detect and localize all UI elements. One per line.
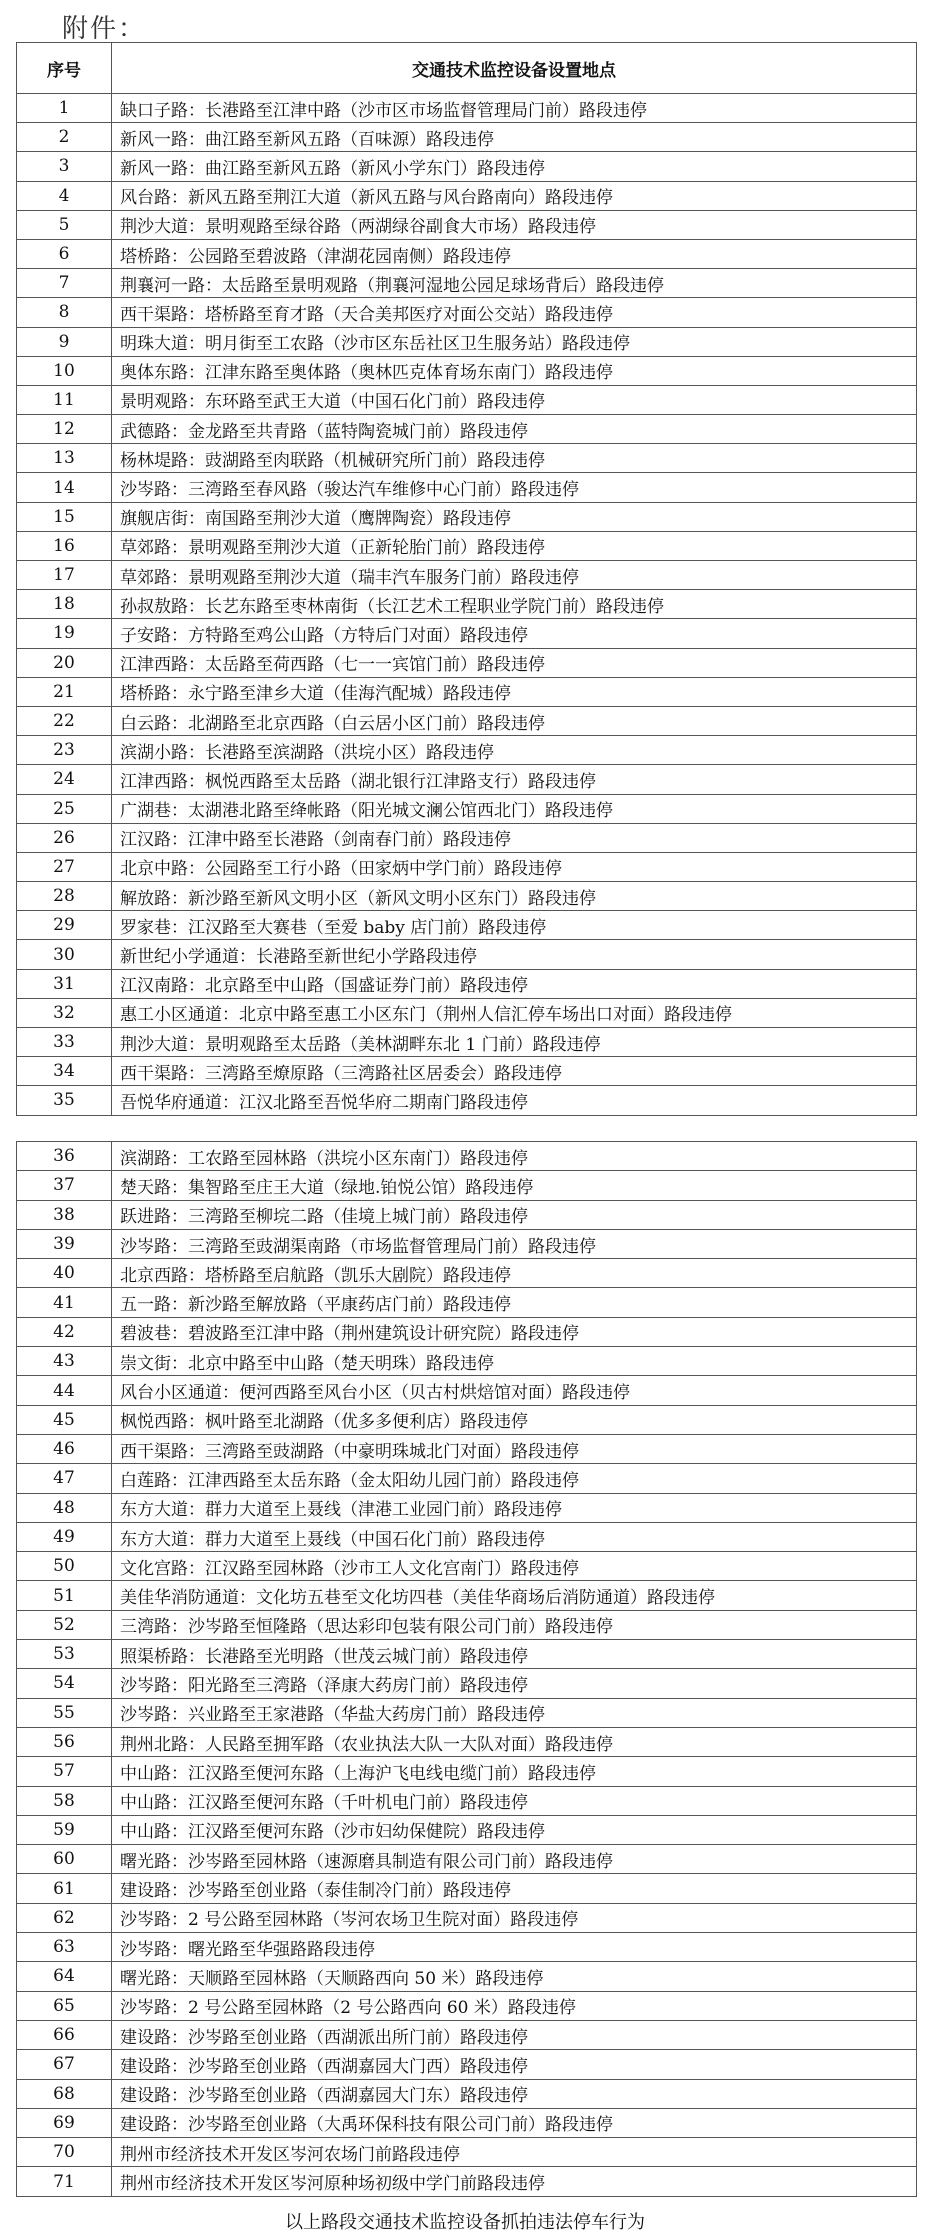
table-row (17, 823, 917, 852)
table-row (17, 1669, 917, 1698)
table-row (17, 882, 917, 911)
table-row (17, 765, 917, 794)
table-row (17, 677, 917, 706)
row-location: 塔桥路：永宁路至津乡大道（佳海汽配城）路段违停 (112, 677, 917, 706)
table-row (17, 473, 917, 502)
row-index: 60 (17, 1845, 112, 1874)
row-index: 58 (17, 1786, 112, 1815)
table-row (17, 2167, 917, 2196)
table-row (17, 561, 917, 590)
row-index: 1 (17, 94, 112, 123)
row-location: 塔桥路：公园路至碧波路（津湖花园南侧）路段违停 (112, 239, 917, 268)
row-location: 罗家巷：江汉路至大赛巷（至爱 baby 店门前）路段违停 (112, 911, 917, 940)
row-index: 44 (17, 1376, 112, 1405)
row-index: 18 (17, 590, 112, 619)
table-row (17, 2050, 917, 2079)
table-row (17, 590, 917, 619)
row-index: 56 (17, 1727, 112, 1756)
table-row (17, 969, 917, 998)
row-index: 6 (17, 239, 112, 268)
row-location: 草郊路：景明观路至荆沙大道（正新轮胎门前）路段违停 (112, 531, 917, 560)
row-location: 旗舰店街：南国路至荆沙大道（鹰牌陶瓷）路段违停 (112, 502, 917, 531)
row-location: 新风一路：曲江路至新风五路（百味源）路段违停 (112, 123, 917, 152)
table-row (17, 181, 917, 210)
row-index: 51 (17, 1581, 112, 1610)
row-index: 41 (17, 1288, 112, 1317)
row-index: 12 (17, 415, 112, 444)
table-row (17, 2079, 917, 2108)
row-index: 66 (17, 2020, 112, 2049)
row-index: 36 (17, 1142, 112, 1171)
row-index: 35 (17, 1086, 112, 1115)
row-location: 荆沙大道：景明观路至太岳路（美林湖畔东北 1 门前）路段违停 (112, 1028, 917, 1057)
table-row (17, 1522, 917, 1551)
row-index: 11 (17, 385, 112, 414)
row-index: 70 (17, 2138, 112, 2167)
table-row (17, 1376, 917, 1405)
row-location: 建设路：沙岑路至创业路（西湖派出所门前）路段违停 (112, 2020, 917, 2049)
row-index: 69 (17, 2108, 112, 2137)
row-location: 西干渠路：三湾路至豉湖路（中豪明珠城北门对面）路段违停 (112, 1434, 917, 1463)
row-location: 北京中路：公园路至工行小路（田家炳中学门前）路段违停 (112, 852, 917, 881)
row-index: 33 (17, 1028, 112, 1057)
row-index: 9 (17, 327, 112, 356)
row-index: 59 (17, 1815, 112, 1844)
table-row (17, 1552, 917, 1581)
row-location: 子安路：方特路至鸡公山路（方特后门对面）路段违停 (112, 619, 917, 648)
table-row (17, 1581, 917, 1610)
table-row (17, 1991, 917, 2020)
row-index: 61 (17, 1874, 112, 1903)
row-location: 枫悦西路：枫叶路至北湖路（优多多便利店）路段违停 (112, 1405, 917, 1434)
row-index: 5 (17, 210, 112, 239)
row-location: 滨湖小路：长港路至滨湖路（洪垸小区）路段违停 (112, 736, 917, 765)
row-location: 新风一路：曲江路至新风五路（新风小学东门）路段违停 (112, 152, 917, 181)
row-location: 沙岑路：三湾路至豉湖渠南路（市场监督管理局门前）路段违停 (112, 1229, 917, 1258)
row-index: 63 (17, 1933, 112, 1962)
row-index: 29 (17, 911, 112, 940)
table-row (17, 1698, 917, 1727)
row-index: 54 (17, 1669, 112, 1698)
row-index: 26 (17, 823, 112, 852)
row-index: 43 (17, 1347, 112, 1376)
row-location: 滨湖路：工农路至园林路（洪垸小区东南门）路段违停 (112, 1142, 917, 1171)
row-index: 4 (17, 181, 112, 210)
row-index: 19 (17, 619, 112, 648)
row-index: 15 (17, 502, 112, 531)
row-location: 沙岑路：阳光路至三湾路（泽康大药房门前）路段违停 (112, 1669, 917, 1698)
row-location: 明珠大道：明月街至工农路（沙市区东岳社区卫生服务站）路段违停 (112, 327, 917, 356)
row-location: 景明观路：东环路至武王大道（中国石化门前）路段违停 (112, 385, 917, 414)
row-index: 20 (17, 648, 112, 677)
row-location: 风台路：新风五路至荆江大道（新风五路与风台路南向）路段违停 (112, 181, 917, 210)
table-row (17, 502, 917, 531)
row-location: 江津西路：枫悦西路至太岳路（湖北银行江津路支行）路段违停 (112, 765, 917, 794)
location-table (16, 42, 917, 1116)
row-index: 28 (17, 882, 112, 911)
row-index: 17 (17, 561, 112, 590)
table-row (17, 794, 917, 823)
row-index: 45 (17, 1405, 112, 1434)
row-location: 荆州市经济技术开发区岑河农场门前路段违停 (112, 2138, 917, 2167)
table-row (17, 1259, 917, 1288)
location-table-continued (16, 1141, 917, 2197)
attachment-label: 附件： (62, 14, 147, 44)
row-location: 文化宫路：江汉路至园林路（沙市工人文化宫南门）路段违停 (112, 1552, 917, 1581)
row-index: 49 (17, 1522, 112, 1551)
table-row (17, 1845, 917, 1874)
row-location: 曙光路：沙岑路至园林路（速源磨具制造有限公司门前）路段违停 (112, 1845, 917, 1874)
row-location: 沙岑路：兴业路至王家港路（华盐大药房门前）路段违停 (112, 1698, 917, 1727)
row-location: 中山路：江汉路至便河东路（沙市妇幼保健院）路段违停 (112, 1815, 917, 1844)
row-index: 16 (17, 531, 112, 560)
header-index: 序号 (17, 43, 112, 94)
table-row (17, 1200, 917, 1229)
row-index: 14 (17, 473, 112, 502)
row-index: 50 (17, 1552, 112, 1581)
row-location: 解放路：新沙路至新风文明小区（新风文明小区东门）路段违停 (112, 882, 917, 911)
row-index: 55 (17, 1698, 112, 1727)
row-location: 白莲路：江津西路至太岳东路（金太阳幼儿园门前）路段违停 (112, 1464, 917, 1493)
row-index: 67 (17, 2050, 112, 2079)
row-index: 48 (17, 1493, 112, 1522)
table-row (17, 1171, 917, 1200)
row-index: 27 (17, 852, 112, 881)
table-row (17, 1028, 917, 1057)
table-row (17, 1903, 917, 1932)
table-header-row (17, 43, 917, 94)
row-location: 新世纪小学通道：长港路至新世纪小学路段违停 (112, 940, 917, 969)
row-location: 碧波巷：碧波路至江津中路（荆州建筑设计研究院）路段违停 (112, 1317, 917, 1346)
row-index: 23 (17, 736, 112, 765)
table-row (17, 327, 917, 356)
table-row (17, 1434, 917, 1463)
row-index: 40 (17, 1259, 112, 1288)
table-row (17, 152, 917, 181)
row-location: 西干渠路：三湾路至燎原路（三湾路社区居委会）路段违停 (112, 1057, 917, 1086)
row-index: 47 (17, 1464, 112, 1493)
row-location: 草郊路：景明观路至荆沙大道（瑞丰汽车服务门前）路段违停 (112, 561, 917, 590)
table-row (17, 1464, 917, 1493)
table-row (17, 2138, 917, 2167)
row-index: 22 (17, 706, 112, 735)
row-location: 武德路：金龙路至共青路（蓝特陶瓷城门前）路段违停 (112, 415, 917, 444)
row-location: 东方大道：群力大道至上聂线（津港工业园门前）路段违停 (112, 1493, 917, 1522)
row-index: 10 (17, 356, 112, 385)
row-location: 五一路：新沙路至解放路（平康药店门前）路段违停 (112, 1288, 917, 1317)
row-location: 沙岑路：2 号公路至园林路（岑河农场卫生院对面）路段违停 (112, 1903, 917, 1932)
row-index: 21 (17, 677, 112, 706)
row-index: 32 (17, 998, 112, 1027)
row-location: 中山路：江汉路至便河东路（上海沪飞电线电缆门前）路段违停 (112, 1757, 917, 1786)
row-location: 中山路：江汉路至便河东路（千叶机电门前）路段违停 (112, 1786, 917, 1815)
table-row (17, 1142, 917, 1171)
table-row (17, 648, 917, 677)
row-location: 跃进路：三湾路至柳垸二路（佳境上城门前）路段违停 (112, 1200, 917, 1229)
row-index: 34 (17, 1057, 112, 1086)
row-location: 沙岑路：曙光路至华强路路段违停 (112, 1933, 917, 1962)
table-row (17, 736, 917, 765)
row-location: 东方大道：群力大道至上聂线（中国石化门前）路段违停 (112, 1522, 917, 1551)
row-location: 沙岑路：三湾路至春风路（骏达汽车维修中心门前）路段违停 (112, 473, 917, 502)
row-location: 江津西路：太岳路至荷西路（七一一宾馆门前）路段违停 (112, 648, 917, 677)
table-row (17, 1288, 917, 1317)
row-location: 三湾路：沙岑路至恒隆路（思达彩印包装有限公司门前）路段违停 (112, 1610, 917, 1639)
table-row (17, 385, 917, 414)
table-row (17, 1229, 917, 1258)
table-row (17, 356, 917, 385)
row-location: 建设路：沙岑路至创业路（西湖嘉园大门东）路段违停 (112, 2079, 917, 2108)
row-location: 杨林堤路：豉湖路至肉联路（机械研究所门前）路段违停 (112, 444, 917, 473)
row-index: 52 (17, 1610, 112, 1639)
table-row (17, 619, 917, 648)
row-index: 57 (17, 1757, 112, 1786)
table-row (17, 2020, 917, 2049)
table-row (17, 1057, 917, 1086)
row-index: 68 (17, 2079, 112, 2108)
row-index: 65 (17, 1991, 112, 2020)
table-row (17, 531, 917, 560)
row-index: 62 (17, 1903, 112, 1932)
table-row (17, 1962, 917, 1991)
row-index: 31 (17, 969, 112, 998)
row-index: 46 (17, 1434, 112, 1463)
table-row (17, 94, 917, 123)
table-row (17, 415, 917, 444)
row-location: 建设路：沙岑路至创业路（西湖嘉园大门西）路段违停 (112, 2050, 917, 2079)
row-location: 惠工小区通道：北京中路至惠工小区东门（荆州人信汇停车场出口对面）路段违停 (112, 998, 917, 1027)
table-row (17, 1086, 917, 1115)
table-row (17, 444, 917, 473)
row-location: 风台小区通道：便河西路至风台小区（贝古村烘焙馆对面）路段违停 (112, 1376, 917, 1405)
row-location: 荆州北路：人民路至拥军路（农业执法大队一大队对面）路段违停 (112, 1727, 917, 1756)
table-row (17, 1405, 917, 1434)
row-location: 荆州市经济技术开发区岑河原种场初级中学门前路段违停 (112, 2167, 917, 2196)
row-location: 曙光路：天顺路至园林路（天顺路西向 50 米）路段违停 (112, 1962, 917, 1991)
table-row (17, 1933, 917, 1962)
row-index: 8 (17, 298, 112, 327)
table-row (17, 210, 917, 239)
footer-note: 以上路段交通技术监控设备抓拍违法停车行为 (285, 2212, 645, 2233)
row-location: 建设路：沙岑路至创业路（泰佳制冷门前）路段违停 (112, 1874, 917, 1903)
row-index: 37 (17, 1171, 112, 1200)
row-location: 奥体东路：江津东路至奥体路（奥林匹克体育场东南门）路段违停 (112, 356, 917, 385)
row-location: 孙叔敖路：长艺东路至枣林南街（长江艺术工程职业学院门前）路段违停 (112, 590, 917, 619)
row-location: 荆沙大道：景明观路至绿谷路（两湖绿谷副食大市场）路段违停 (112, 210, 917, 239)
table-row (17, 298, 917, 327)
row-index: 24 (17, 765, 112, 794)
row-index: 3 (17, 152, 112, 181)
row-location: 江汉南路：北京路至中山路（国盛证券门前）路段违停 (112, 969, 917, 998)
row-index: 39 (17, 1229, 112, 1258)
table-row (17, 852, 917, 881)
table-row (17, 911, 917, 940)
table-row (17, 1610, 917, 1639)
table-row (17, 1347, 917, 1376)
row-location: 楚天路：集智路至庄王大道（绿地.铂悦公馆）路段违停 (112, 1171, 917, 1200)
row-index: 7 (17, 269, 112, 298)
row-index: 71 (17, 2167, 112, 2196)
row-location: 建设路：沙岑路至创业路（大禹环保科技有限公司门前）路段违停 (112, 2108, 917, 2137)
row-index: 2 (17, 123, 112, 152)
header-location: 交通技术监控设备设置地点 (112, 43, 917, 94)
row-index: 38 (17, 1200, 112, 1229)
row-index: 64 (17, 1962, 112, 1991)
table-row (17, 239, 917, 268)
table-row (17, 1727, 917, 1756)
row-location: 崇文街：北京中路至中山路（楚天明珠）路段违停 (112, 1347, 917, 1376)
table-row (17, 123, 917, 152)
row-location: 吾悦华府通道：江汉北路至吾悦华府二期南门路段违停 (112, 1086, 917, 1115)
row-location: 美佳华消防通道：文化坊五巷至文化坊四巷（美佳华商场后消防通道）路段违停 (112, 1581, 917, 1610)
table-row (17, 1815, 917, 1844)
row-location: 沙岑路：2 号公路至园林路（2 号公路西向 60 米）路段违停 (112, 1991, 917, 2020)
row-index: 13 (17, 444, 112, 473)
row-location: 缺口子路：长港路至江津中路（沙市区市场监督管理局门前）路段违停 (112, 94, 917, 123)
row-location: 江汉路：江津中路至长港路（剑南春门前）路段违停 (112, 823, 917, 852)
row-location: 北京西路：塔桥路至启航路（凯乐大剧院）路段违停 (112, 1259, 917, 1288)
row-location: 广湖巷：太湖港北路至绛帐路（阳光城文澜公馆西北门）路段违停 (112, 794, 917, 823)
table-row (17, 1757, 917, 1786)
row-location: 照渠桥路：长港路至光明路（世茂云城门前）路段违停 (112, 1640, 917, 1669)
row-location: 白云路：北湖路至北京西路（白云居小区门前）路段违停 (112, 706, 917, 735)
table-row (17, 1317, 917, 1346)
table-row (17, 998, 917, 1027)
table-row (17, 706, 917, 735)
table-row (17, 1874, 917, 1903)
row-index: 53 (17, 1640, 112, 1669)
row-index: 30 (17, 940, 112, 969)
table-row (17, 269, 917, 298)
table-row (17, 1493, 917, 1522)
row-location: 西干渠路：塔桥路至育才路（天合美邦医疗对面公交站）路段违停 (112, 298, 917, 327)
table-row (17, 940, 917, 969)
table-row (17, 1786, 917, 1815)
table-row (17, 1640, 917, 1669)
row-index: 42 (17, 1317, 112, 1346)
row-location: 荆襄河一路：太岳路至景明观路（荆襄河湿地公园足球场背后）路段违停 (112, 269, 917, 298)
row-index: 25 (17, 794, 112, 823)
table-row (17, 2108, 917, 2137)
